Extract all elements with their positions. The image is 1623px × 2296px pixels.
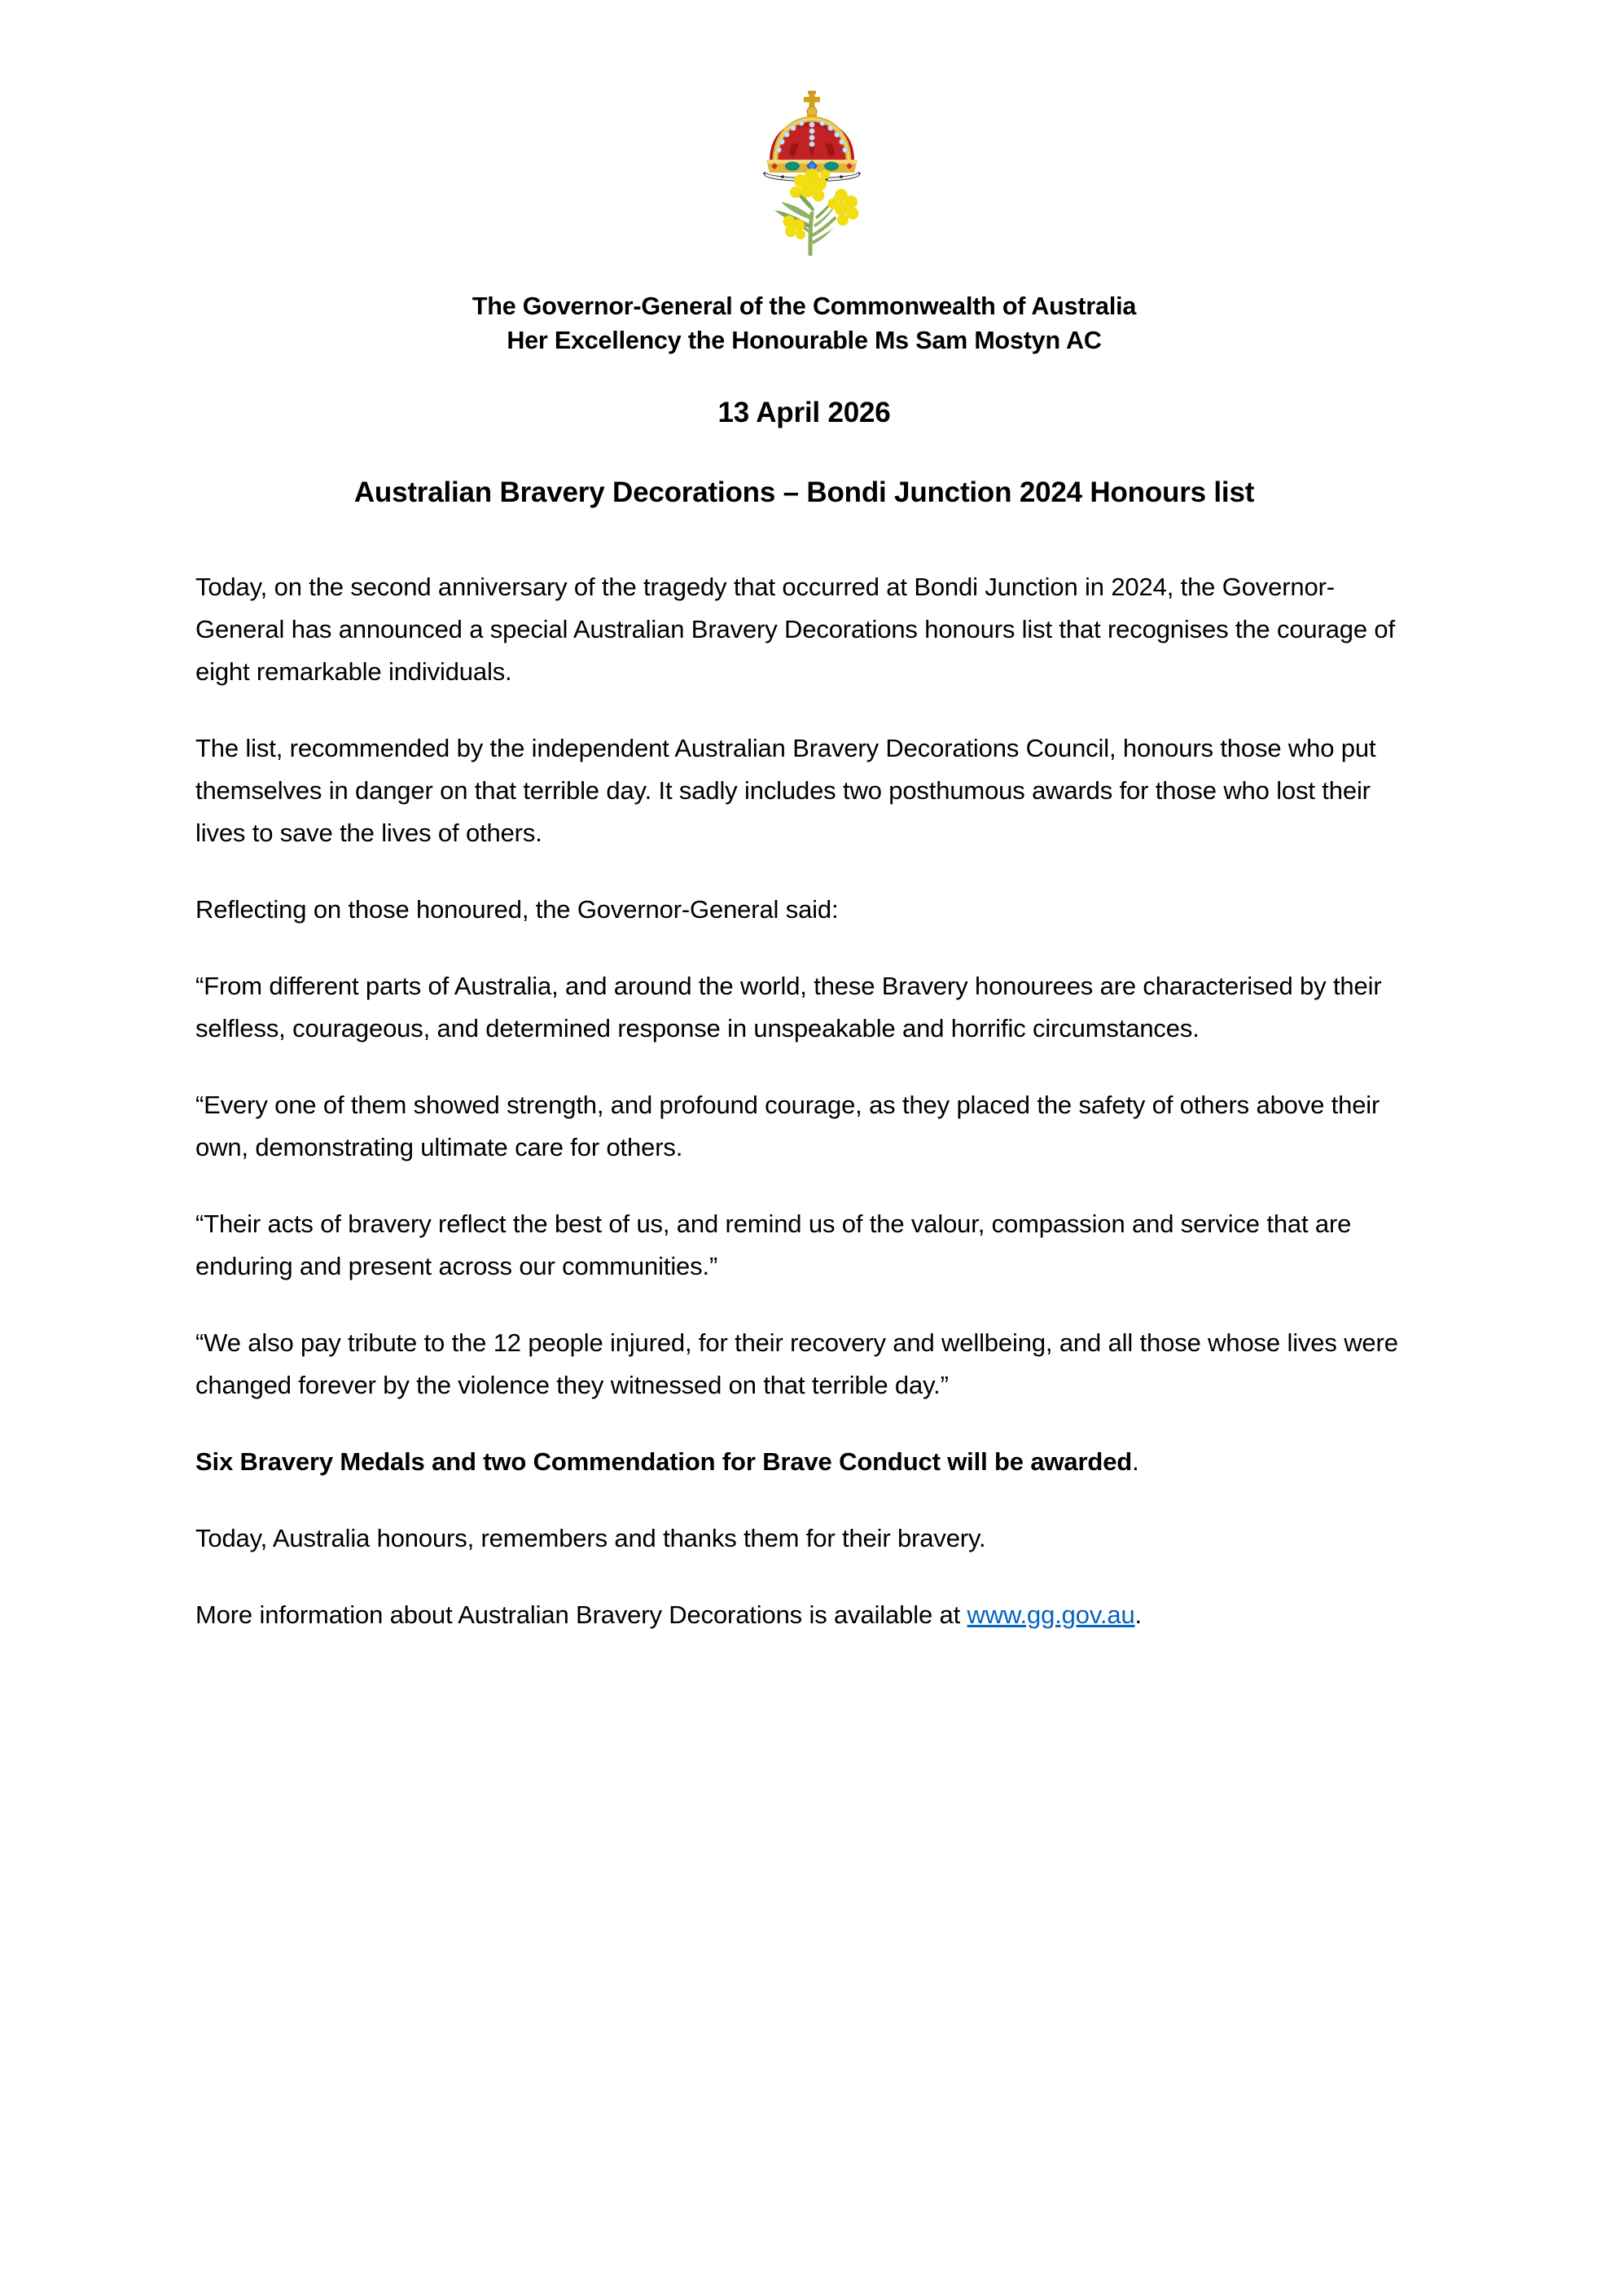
more-information-suffix: . [1134,1600,1142,1629]
quote-paragraph: “Their acts of bravery reflect the best of us, and remind us of the valour, compassion and service that are enduring and present across our communities.” [195,1209,1352,1280]
governor-general-title-line-2: Her Excellency the Honourable Ms Sam Mostyn AC [507,327,1102,354]
paragraph: Reflecting on those honoured, the Governor-General said: [195,895,839,924]
quote-paragraph: “We also pay tribute to the 12 people injured, for their recovery and wellbeing, and all those whose lives were changed forever by the violence they witnessed on that terrible day.” [195,1328,1398,1399]
body-paragraphs [195,566,1413,1636]
quote-paragraph: “From different parts of Australia, and around the world, these Bravery honourees are characterised by their selfless, courageous, and determined response in unspeakable and horrific circumstances. [195,972,1382,1043]
more-information-prefix: More information about Australian Bravery Decorations is available at [195,1600,967,1629]
emblem-container [0,81,1623,257]
governor-general-title-line-1: The Governor-General of the Commonwealth of Australia [472,292,1137,320]
paragraph: Today, on the second anniversary of the tragedy that occurred at Bondi Junction in 2024, the Governor-General has announced a special Australian Bravery Decorations honours list that recognises the courage of eight remarkable individuals. [195,573,1395,686]
more-information-paragraph [195,1594,1413,1636]
release-date: 13 April 2026 [717,397,891,428]
document-body [195,289,1413,1670]
awards-statement-text: Six Bravery Medals and two Commendation for Brave Conduct will be awarded [195,1447,1133,1476]
closing-paragraph: Today, Australia honours, remembers and thanks them for their bravery. [195,1524,986,1552]
awards-statement-period: . [1132,1447,1139,1476]
awards-statement [195,1441,1413,1483]
crown-icon [763,91,861,182]
paragraph: The list, recommended by the independent Australian Bravery Decorations Council, honours those who put themselves in danger on that terrible day. It sadly includes two posthumous awards for those who lost their lives to save the lives of others. [195,734,1376,847]
golden-wattle-icon [774,169,859,254]
gg-gov-au-link[interactable]: www.gg.gov.au [967,1600,1135,1629]
crown-and-wattle-emblem [739,81,885,257]
page-title: Australian Bravery Decorations – Bondi Junction 2024 Honours list [353,476,1255,508]
quote-paragraph: “Every one of them showed strength, and profound courage, as they placed the safety of others above their own, demonstrating ultimate care for others. [195,1091,1380,1161]
